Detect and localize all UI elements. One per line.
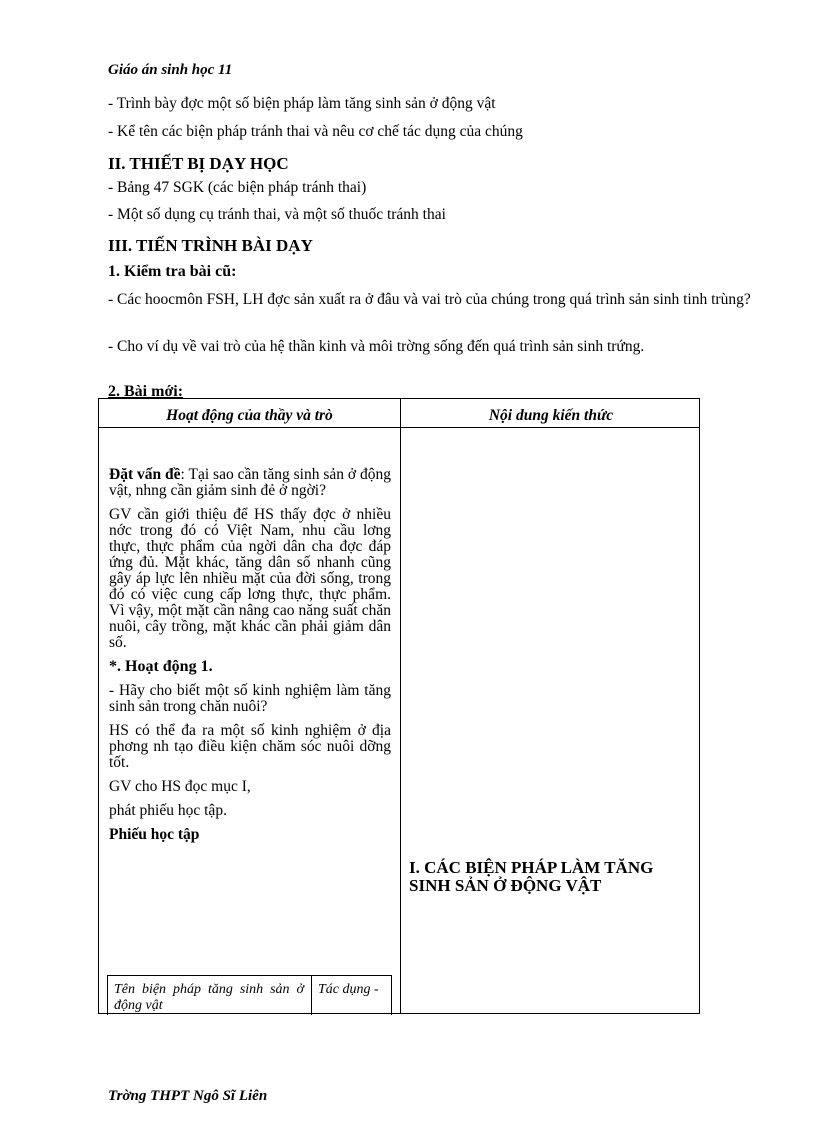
objective-2: - Kể tên các biện pháp tránh thai và nêu cơ chế tác dụng của chúng	[108, 123, 523, 140]
intro-label: Đặt vấn đề	[109, 466, 181, 483]
content-heading-1: I. CÁC BIỆN PHÁP LÀM TĂNG SINH SẢN Ở ĐỘNG VẬT	[409, 858, 654, 895]
subsection-new-lesson-title: 2. Bài mới:	[108, 383, 184, 400]
review-question-2: - Cho ví dụ về vai trò của hệ thần kinh và môi trờng sống đến quá trình sản sinh trứng.	[108, 338, 645, 355]
table-column-divider	[400, 399, 401, 1013]
table-header-content: Nội dung kiến thức	[488, 407, 614, 424]
lesson-table	[98, 398, 700, 1014]
section-3-title: III. TIẾN TRÌNH BÀI DẠY	[108, 236, 313, 255]
worksheet-column-divider	[311, 976, 312, 1015]
equipment-item-2: - Một số dụng cụ tránh thai, và một số thuốc tránh thai	[108, 206, 446, 223]
activity-1-title: *. Hoạt động 1.	[109, 658, 213, 675]
teacher-intro-paragraph: GV cần giới thiệu để HS thấy đợc ở nhiều nớc trong đó có Việt Nam, nhu cầu lơng thực, thực phẩm của ngời dân cha đợc đáp ứng đủ. Mặt khác, tăng dân số nhanh cũng gây áp lực lên nhiều mặt của đời sống, trong đó có việc cung cấp lơng thực, thực phẩm. Vì vậy, một mặt cần nâng cao năng suất chăn nuôi, cây trồng, mặt khác cần phải giảm dân số.	[109, 506, 391, 651]
document-footer: Trờng THPT Ngô Sĩ Liên	[108, 1088, 268, 1104]
review-question-1: - Các hoocmôn FSH, LH đợc sản xuất ra ở đâu và vai trò của chúng trong quá trình sản sinh tinh trùng?	[108, 291, 751, 308]
worksheet-table	[107, 975, 392, 1015]
intro-paragraph	[109, 467, 391, 499]
intro-text: : Tại sao cần tăng sinh sản ở động vật, nhng cần giảm sinh đẻ ở ngời?	[109, 466, 392, 499]
equipment-item-1: - Bảng 47 SGK (các biện pháp tránh thai)	[108, 179, 367, 196]
student-answer: HS có thể đa ra một số kinh nghiệm ở địa phơng nh tạo điều kiện chăm sóc nuôi dỡng tốt.	[109, 722, 391, 771]
worksheet-header-effect: Tác dụng -	[318, 982, 379, 997]
table-header-activities: Hoạt động của thầy và trò	[166, 407, 333, 424]
table-header-divider	[99, 427, 699, 428]
teacher-instruction: GV cho HS đọc mục I,	[109, 778, 251, 795]
activities-column	[109, 467, 391, 851]
objective-1: - Trình bày đợc một số biện pháp làm tăng sinh sản ở động vật	[108, 95, 496, 112]
worksheet-header-measures: Tên biện pháp tăng sinh sản ở động vật	[114, 982, 304, 1013]
worksheet-instruction: phát phiếu học tập.	[109, 802, 227, 819]
worksheet-title: Phiếu học tập	[109, 826, 200, 843]
subsection-review-title: 1. Kiểm tra bài cũ:	[108, 263, 237, 280]
section-2-title: II. THIẾT BỊ DẠY HỌC	[108, 154, 289, 173]
activity-question: - Hãy cho biết một số kinh nghiệm làm tăng sinh sản trong chăn nuôi?	[109, 682, 391, 715]
document-header: Giáo án sinh học 11	[108, 62, 233, 78]
